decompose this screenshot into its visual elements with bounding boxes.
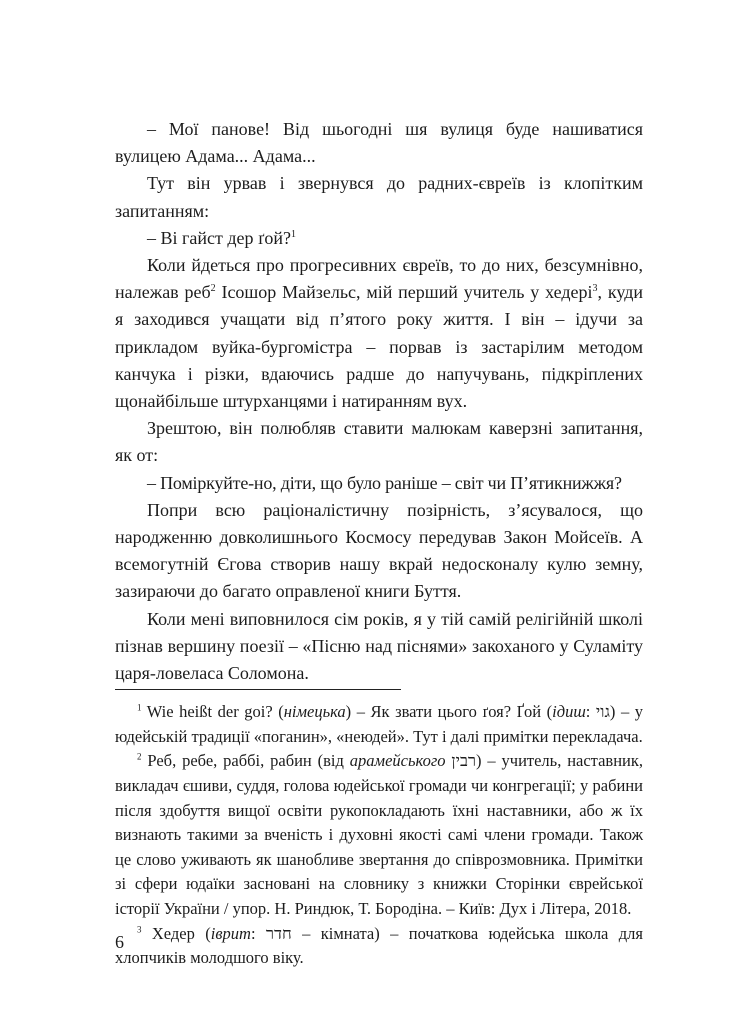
footnote: $^1$ Wie heißt der goi? (німецька) – Як звати цього ґоя? Ґой (ідиш: גוי) – у юдейській традиції «поганин», «неюдей». Тут і далі примітки перекладача.	[115, 702, 644, 746]
main-text	[115, 116, 643, 687]
paragraph: Тут він урвав і звернувся до радних-євреїв із клопітким запитанням:	[115, 173, 643, 221]
footnote: $^3$ Хедер (іврит: חדר – кімната) – початкова юдейська школа для хлопчиків молодшого віку.	[115, 923, 643, 968]
paragraph: – Мої панове! Від шьогодні шя вулиця буде нашиватися вулицею Адама... Адама...	[115, 119, 643, 167]
footnote-ref[interactable]: 3	[592, 283, 598, 295]
page-body	[115, 116, 643, 971]
paragraph: – Поміркуйте-но, діти, що було раніше – світ чи П’ятикнижжя?	[147, 472, 622, 493]
paragraph: Зрештою, він полюбляв ставити малюкам каверзні запитання, як от:	[115, 418, 643, 466]
page-number: 6	[115, 932, 124, 952]
paragraph: Коли мені виповнилося сім років, я у тій самій релігійній школі пізнав вершину поезії – «Пісню над піснями» закоханого у Суламіту царя-ловеласа Соломона.	[115, 608, 643, 684]
footnote: $^2$ Реб, ребе, раббі, рабин (від арамейського רבין) – учитель, наставник, викладач єшиви, суддя, голова юдейської громади чи конгрегації; у рабини після здобуття вищої освіти рукопокладають їхні наставники, або ж їх визнають такими за вченість і духовні якості самі члени громади. Також це слово уживають як шанобливе звертання до співрозмовника. Примітки зі сфери юдаїки засновані на словнику з книжки Сторінки єврейської історії України / упор. Н. Риндюк, Т. Бородіна. – Київ: Дух і Літера, 2018.	[115, 751, 644, 919]
footnotes	[115, 700, 643, 971]
footnote-ref[interactable]: 1	[290, 228, 296, 240]
paragraph: Попри всю раціоналістичну позірність, з’ясувалося, що народженню довколишнього Космосу передував Закон Мойсеїв. А всемогутній Єгова створив нашу вкрай недосконалу кулю земну, зазираючи до багато оправленої книги Буття.	[115, 499, 643, 602]
paragraph: Коли йдеться про прогресивних євреїв, то до них, безсумнівно, належав реб$^2$ Ісошор Майзельс, мій перший учитель у хедері$^3$, куди я заходився учащати від п’ятого року життя. І він – ідучи за прикладом вуйка-бургомістра – порвав із застарілим методом канчука і різки, вдаючись радше до напучувань, підкріплених щонайбільше штурханцями і натиранням вух.	[115, 255, 643, 412]
footnote-ref[interactable]: 2	[210, 283, 216, 295]
paragraph: – Ві гайст дер ґой?$^1$	[147, 227, 296, 248]
footnote-separator	[115, 689, 401, 690]
